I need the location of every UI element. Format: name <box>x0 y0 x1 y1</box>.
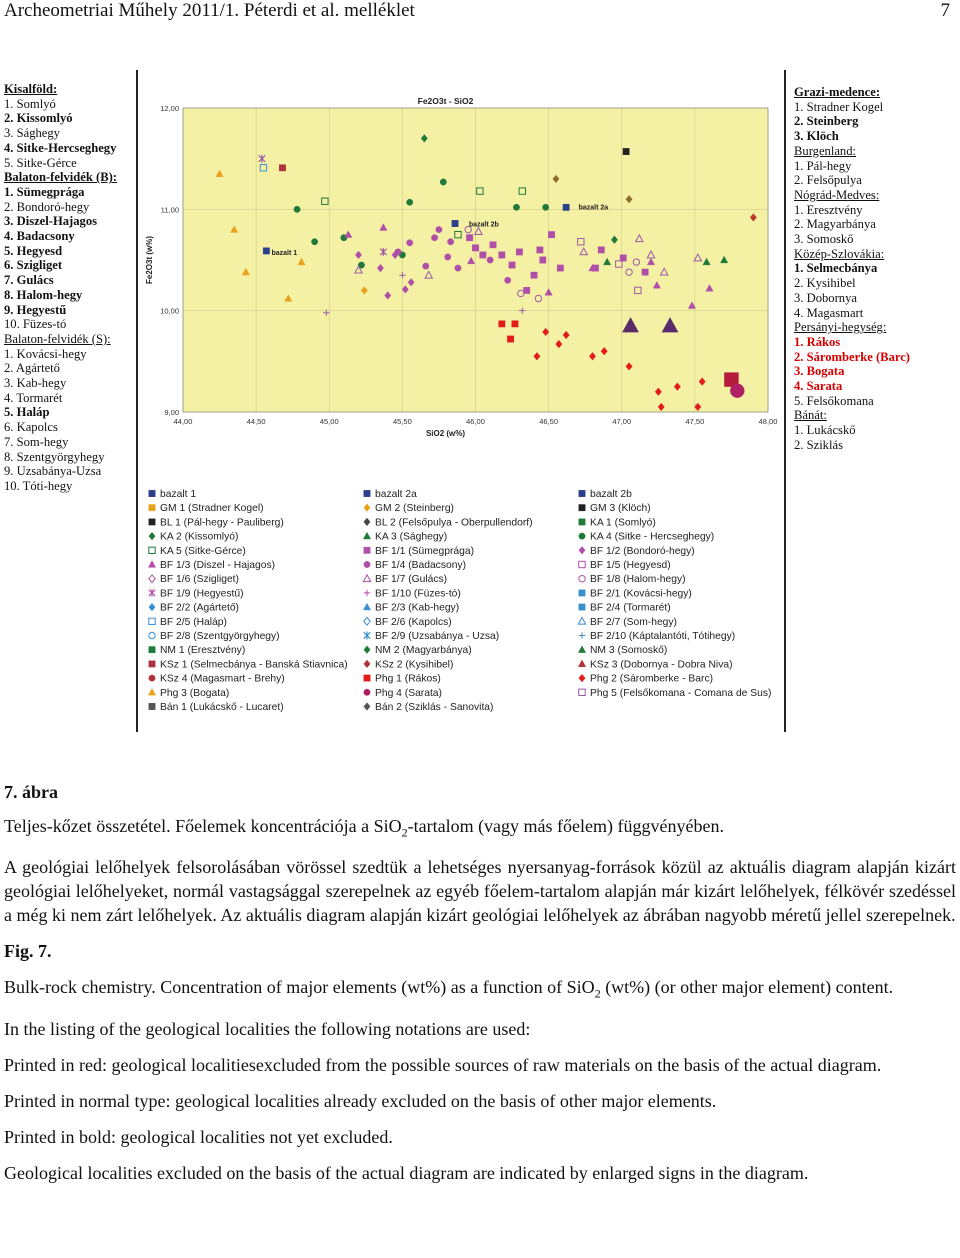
page-number: 7 <box>940 0 950 21</box>
data-point <box>445 254 451 260</box>
legend-marker <box>364 689 370 695</box>
legend-marker <box>579 561 585 567</box>
legend-marker <box>579 519 585 525</box>
locality-item: 1. Stradner Kogel <box>794 99 884 114</box>
legend-marker <box>149 703 155 709</box>
legend-marker <box>149 618 155 624</box>
legend-marker <box>579 546 585 554</box>
legend-label: NM 1 (Eresztvény) <box>160 645 246 657</box>
legend-label: KA 5 (Sitke-Gérce) <box>160 545 246 557</box>
legend-marker <box>149 519 155 525</box>
legend-marker <box>364 504 370 512</box>
page-header <box>4 0 954 26</box>
locality-item: Közép-Szlovákia: <box>794 246 885 261</box>
locality-item: 5. Sitke-Gérce <box>4 155 77 170</box>
locality-item: 5. Haláp <box>4 405 50 420</box>
point-annotation: bazalt 1 <box>271 249 298 257</box>
x-tick-label: 47,00 <box>612 417 632 426</box>
locality-item: Balaton-felvidék (B): <box>4 170 117 185</box>
locality-item: 7. Som-hegy <box>4 434 69 449</box>
locality-item: 1. Sümegprága <box>4 184 85 199</box>
legend-marker <box>579 632 585 638</box>
locality-item: 2. Magyarbánya <box>794 217 876 232</box>
notation-normal: Printed in normal type: geological localities already excluded on the basis of other major elements. <box>4 1091 717 1112</box>
legend-marker <box>364 675 370 681</box>
legend-label: Bán 1 (Lukácskő - Lucaret) <box>160 702 284 713</box>
legend-marker <box>149 547 155 553</box>
locality-item: Balaton-felvidék (S): <box>4 331 111 346</box>
y-axis-label: Fe2O3t (w%) <box>145 235 154 285</box>
caption-line-hu-post: -tartalom (vagy más főelem) függvényében. <box>407 816 724 836</box>
x-tick-label: 48,00 <box>758 417 778 426</box>
locality-item: 1. Lukácskő <box>794 423 856 438</box>
chart-title: Fe2O3t - SiO2 <box>417 96 474 106</box>
x-axis-label: SiO2 (w%) <box>425 429 466 438</box>
legend-marker <box>579 604 585 610</box>
legend-marker <box>579 533 585 539</box>
data-point <box>423 263 429 269</box>
legend-marker <box>149 647 155 653</box>
y-tick-label: 11,00 <box>160 205 179 215</box>
locality-item: 1. Selmecbánya <box>794 261 878 276</box>
legend-marker <box>149 532 155 540</box>
data-point <box>466 235 472 241</box>
locality-item: Grazi-medence: <box>794 85 881 99</box>
locality-item: 1. Pál-hegy <box>794 158 852 173</box>
legend-marker <box>149 632 155 638</box>
legend-label: Phg 3 (Bogata) <box>160 687 230 699</box>
legend-marker <box>149 490 155 496</box>
y-tick-label: 9,00 <box>164 408 179 417</box>
locality-item: 6. Kapolcs <box>4 420 58 435</box>
locality-item: 2. Kysihibel <box>794 276 856 291</box>
locality-item: 4. Sitke-Hercseghegy <box>4 140 117 155</box>
legend-label: NM 2 (Magyarbánya) <box>375 645 472 657</box>
locality-item: 6. Szigliget <box>4 258 63 273</box>
data-point <box>540 257 546 263</box>
notation-intro: In the listing of the geological localities the following notations are used: <box>4 1019 531 1040</box>
locality-item: 4. Tormarét <box>4 390 63 405</box>
legend-label: BF 2/8 (Szentgyörgyhegy) <box>160 631 280 642</box>
legend-label: BF 1/3 (Diszel - Hajagos) <box>160 560 276 571</box>
legend-marker <box>579 490 585 496</box>
x-tick-label: 45,50 <box>392 417 412 426</box>
figure-panel <box>136 70 786 732</box>
legend-marker <box>149 575 155 583</box>
x-tick-label: 45,00 <box>319 417 339 426</box>
data-point <box>436 226 442 232</box>
legend-label: BF 1/4 (Badacsony) <box>375 560 466 571</box>
locality-item: 1. Eresztvény <box>794 202 863 217</box>
legend-marker <box>149 675 155 681</box>
locality-item: 2. Steinberg <box>794 114 859 129</box>
legend-label: BF 2/2 (Agártető) <box>160 602 239 614</box>
x-tick-label: 44,00 <box>173 417 193 426</box>
data-point <box>642 269 648 275</box>
data-point <box>472 245 478 251</box>
legend-label: BF 2/3 (Kab-hegy) <box>375 602 460 614</box>
data-point <box>455 265 461 271</box>
legend-label: BF 2/9 (Uzsabánya - Uzsa) <box>375 631 500 642</box>
legend-label: Bán 2 (Sziklás - Sanovita) <box>375 702 494 713</box>
data-point <box>440 179 446 185</box>
locality-item: 10. Füzes-tó <box>4 317 67 332</box>
point-annotation: bazalt 2a <box>578 204 609 212</box>
data-point <box>480 252 486 258</box>
legend-marker <box>148 688 155 695</box>
legend-marker <box>579 689 585 695</box>
legend-label: GM 1 (Stradner Kogel) <box>160 503 264 515</box>
data-point <box>279 165 285 171</box>
legend-marker <box>149 661 155 667</box>
data-point <box>623 148 629 154</box>
locality-item: 2. Felsőpulya <box>794 173 862 188</box>
legend-label: KA 4 (Sitke - Hercseghegy) <box>590 531 715 543</box>
legend-label: KSz 2 (Kysihibel) <box>375 659 454 671</box>
y-tick-label: 10,00 <box>160 306 179 316</box>
caption-line-en-pre: Bulk-rock chemistry. Concentration of major elements (wt%) as a function of SiO <box>4 976 595 997</box>
locality-item: 3. Bogata <box>794 364 845 379</box>
data-point <box>620 255 626 261</box>
point-annotation: bazalt 2b <box>468 221 499 229</box>
y-tick-label: 12,00 <box>160 104 179 113</box>
data-point <box>487 257 493 263</box>
left-locality-list <box>4 82 134 494</box>
data-point <box>516 249 522 255</box>
locality-item: 8. Halom-hegy <box>4 287 83 302</box>
scatter-chart <box>136 70 786 732</box>
notation-enlarged: Geological localities excluded on the basis of the actual diagram are indicated by enlarged signs in the diagram. <box>4 1163 809 1184</box>
locality-item: 4. Sarata <box>794 379 843 394</box>
legend-marker <box>364 547 370 553</box>
notation-red: Printed in red: geological localitiesexcluded from the possible sources of raw materials on the basis of the actual diagram. <box>4 1055 882 1076</box>
legend-label: BF 1/2 (Bondoró-hegy) <box>590 545 695 557</box>
caption-line-hu-pre: Teljes-kőzet összetétel. Főelemek koncentrációja a SiO <box>4 816 402 836</box>
legend-marker <box>578 660 585 667</box>
legend-label: KA 1 (Somlyó) <box>590 517 656 529</box>
locality-item: 3. Dobornya <box>794 290 857 305</box>
caption-line-hu <box>4 814 956 845</box>
legend-marker <box>364 646 370 654</box>
locality-item: 2. Sziklás <box>794 437 843 452</box>
locality-item: Nógrád-Medves: <box>794 187 880 202</box>
locality-item: Kisalföld: <box>4 82 58 96</box>
data-point <box>531 272 537 278</box>
legend-label: BF 1/7 (Gulács) <box>375 574 448 586</box>
data-point <box>452 220 458 226</box>
legend-label: Phg 5 (Felsőkomana - Comana de Sus) <box>590 687 772 699</box>
legend-marker <box>364 660 370 668</box>
data-point <box>499 252 505 258</box>
locality-item: 4. Magasmart <box>794 305 864 320</box>
data-point <box>543 204 549 210</box>
locality-item: 2. Agártető <box>4 361 60 376</box>
data-point <box>598 247 604 253</box>
legend-marker <box>149 505 155 511</box>
legend-label: BL 1 (Pál-hegy - Pauliberg) <box>160 517 284 529</box>
legend-label: Phg 2 (Sáromberke - Barc) <box>590 673 714 685</box>
legend-label: BF 2/6 (Kapolcs) <box>375 616 452 628</box>
locality-item: 2. Kissomlyó <box>4 111 73 126</box>
legend-label: BF 1/8 (Halom-hegy) <box>590 574 686 586</box>
data-point <box>523 287 529 293</box>
legend-marker <box>364 518 370 526</box>
data-point <box>557 265 563 271</box>
legend-label: Phg 1 (Rákos) <box>375 673 441 685</box>
figure-label-hu: 7. ábra <box>4 782 58 802</box>
locality-item: 1. Kovácsi-hegy <box>4 346 87 361</box>
locality-item: 3. Klöch <box>794 129 839 144</box>
locality-item: 4. Badacsony <box>4 229 75 244</box>
locality-item: 2. Sáromberke (Barc) <box>794 349 911 364</box>
legend-marker <box>579 674 585 682</box>
legend-label: BF 2/4 (Tormarét) <box>590 602 671 614</box>
caption-line-en-post: (wt%) (or other major element) content. <box>600 976 894 997</box>
legend-label: bazalt 2a <box>375 489 417 500</box>
caption-paragraph-hu: A geológiai lelőhelyek felsorolásában vörössel szedtük a lehetséges nyersanyag-források közül az aktuális diagram alapján kizárt geológiai lelőhelyeket, normál vastagsággal szerepelnek az egyéb főelem-tartalom alapján már kizárt lelőhelyek, félkövér szedéssel a még ki nem zárt lelőhelyek. Az aktuális diagram alapján kizárt geológiai lelőhelyek az ábrában nagyobb méretű jellel szerepelnek. <box>4 856 956 925</box>
data-point <box>311 239 317 245</box>
caption-line-hu-sub: 2 <box>401 825 408 840</box>
legend-label: BL 2 (Felsőpulya - Oberpullendorf) <box>375 517 533 529</box>
legend-label: KA 2 (Kissomlyó) <box>160 531 239 543</box>
x-tick-label: 46,00 <box>466 417 485 426</box>
legend-marker <box>579 576 585 582</box>
legend-label: BF 1/9 (Hegyestű) <box>160 588 244 600</box>
legend-label: BF 1/1 (Sümegprága) <box>375 545 475 557</box>
caption-line-en-sub: 2 <box>594 986 601 1001</box>
legend-marker <box>579 590 585 596</box>
locality-item: 9. Uzsabánya-Uzsa <box>4 464 102 479</box>
legend-label: KSz 1 (Selmecbánya - Banská Stiavnica) <box>160 659 348 671</box>
legend-marker <box>363 575 370 582</box>
locality-item: 1. Rákos <box>794 334 841 349</box>
locality-item: 9. Hegyestű <box>4 302 67 317</box>
data-point <box>509 262 515 268</box>
locality-item: 3. Kab-hegy <box>4 376 67 391</box>
legend-label: Phg 4 (Sarata) <box>375 687 442 699</box>
locality-item: Burgenland: <box>794 143 857 158</box>
notation-bold: Printed in bold: geological localities not yet excluded. <box>4 1127 393 1148</box>
caption-block <box>4 780 956 1185</box>
x-tick-label: 46,50 <box>539 417 559 426</box>
data-point <box>730 384 744 398</box>
legend-marker <box>363 603 370 610</box>
data-point <box>504 277 510 283</box>
legend-label: GM 2 (Steinberg) <box>375 503 454 515</box>
legend-marker <box>364 703 370 711</box>
locality-item: 3. Diszel-Hajagos <box>4 214 98 229</box>
data-point <box>490 242 496 248</box>
legend-label: bazalt 1 <box>160 489 197 500</box>
legend-label: NM 3 (Somoskő) <box>590 645 668 657</box>
data-point <box>447 239 453 245</box>
data-point <box>507 336 513 342</box>
legend-marker <box>364 617 370 625</box>
locality-item: 3. Sághegy <box>4 126 60 141</box>
running-title: Archeometriai Műhely 2011/1. Péterdi et al. melléklet <box>4 0 415 21</box>
data-point <box>406 240 412 246</box>
legend-label: BF 1/5 (Hegyesd) <box>590 560 671 571</box>
legend-marker <box>364 490 370 496</box>
legend-label: BF 2/1 (Kovácsi-hegy) <box>590 588 692 600</box>
right-locality-list <box>794 85 956 453</box>
x-tick-label: 47,50 <box>685 417 705 426</box>
legend-label: KA 3 (Sághegy) <box>375 531 448 543</box>
data-point <box>512 321 518 327</box>
legend-label: BF 2/10 (Káptalantóti, Tótihegy) <box>590 631 736 642</box>
locality-item: 5. Felsőkomana <box>794 393 874 408</box>
data-point <box>537 247 543 253</box>
legend-label: BF 2/7 (Som-hegy) <box>590 616 677 628</box>
locality-item: 3. Somoskő <box>794 232 854 247</box>
locality-item: 1. Somlyó <box>4 96 56 111</box>
legend-marker <box>364 561 370 567</box>
locality-item: 8. Szentgyörgyhegy <box>4 449 105 464</box>
legend-label: BF 1/6 (Szigliget) <box>160 574 239 586</box>
data-point <box>513 204 519 210</box>
legend-marker <box>148 561 155 568</box>
caption-line-en <box>4 975 956 1006</box>
legend-marker <box>149 603 155 611</box>
legend-marker <box>364 632 370 640</box>
legend-label: KSz 3 (Dobornya - Dobra Niva) <box>590 659 733 671</box>
locality-item: 10. Tóti-hegy <box>4 478 73 493</box>
legend-label: GM 3 (Klöch) <box>590 503 651 515</box>
data-point <box>431 235 437 241</box>
data-point <box>563 204 569 210</box>
legend-marker <box>578 617 585 624</box>
locality-item: Persányi-hegység: <box>794 320 887 335</box>
data-point <box>406 199 412 205</box>
legend-label: BF 2/5 (Haláp) <box>160 616 227 628</box>
legend-marker <box>363 532 370 539</box>
legend-label: bazalt 2b <box>590 489 632 500</box>
data-point <box>548 231 554 237</box>
legend-marker <box>579 505 585 511</box>
legend-label: KSz 4 (Magasmart - Brehy) <box>160 673 285 685</box>
locality-item: 5. Hegyesd <box>4 243 63 258</box>
locality-item: 7. Gulács <box>4 273 54 288</box>
data-point <box>294 206 300 212</box>
locality-item: Bánát: <box>794 408 827 423</box>
data-point <box>263 248 269 254</box>
legend-marker <box>149 589 155 597</box>
locality-item: 2. Bondoró-hegy <box>4 199 90 214</box>
legend-marker <box>364 590 370 596</box>
legend-label: BF 1/10 (Füzes-tó) <box>375 588 461 600</box>
x-tick-label: 44,50 <box>246 417 266 426</box>
legend-marker <box>578 646 585 653</box>
data-point <box>499 321 505 327</box>
figure-label-en: Fig. 7. <box>4 940 52 961</box>
